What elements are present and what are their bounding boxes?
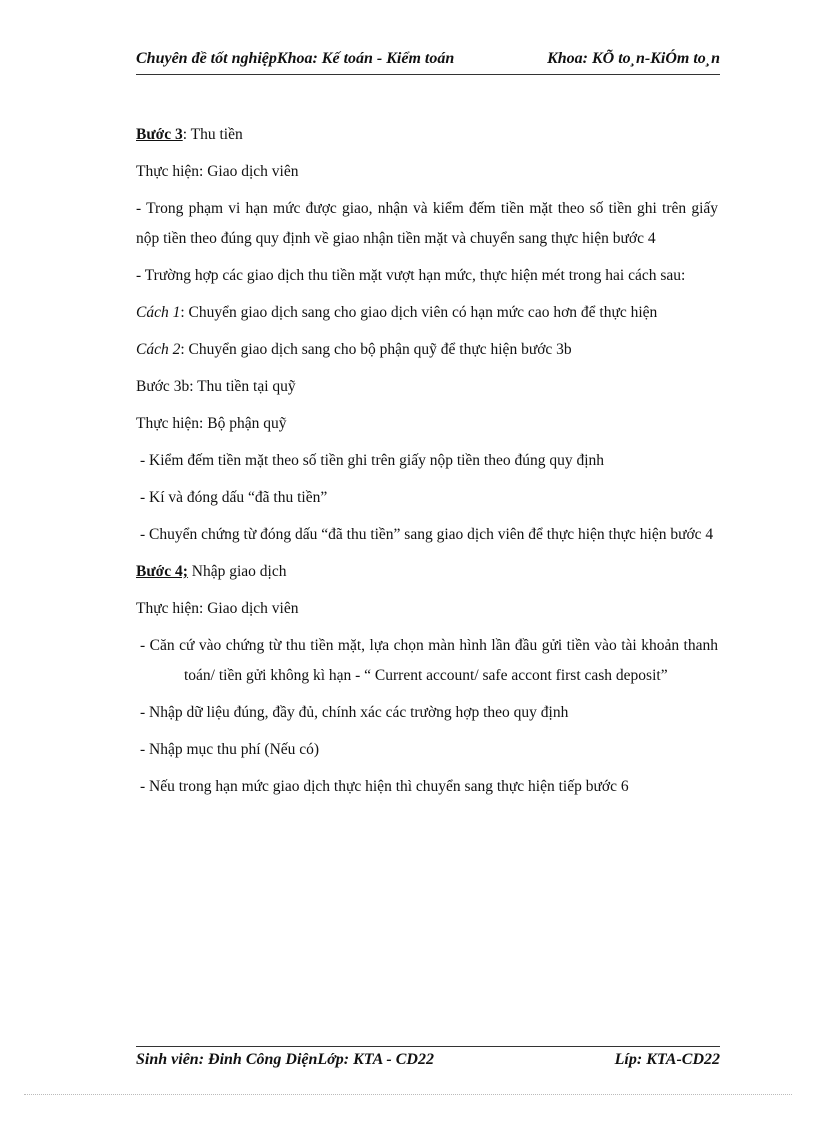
footer-right-text: Líp: KTA-CD22 (614, 1051, 720, 1068)
bullet-select-screen: - Căn cứ vào chứng từ thu tiền mặt, lựa chọn màn hình lần đầu gửi tiền vào tài khoản thanh toán/ tiền gửi không kì hạn - “ Current account/ safe accont first cash deposit” (140, 637, 718, 684)
paragraph-method-1 (136, 298, 718, 328)
step3-title: Bước 3 (136, 126, 183, 143)
footer-left-text: Sinh viên: Đinh Công DiệnLớp: KTA - CD22 (136, 1051, 434, 1068)
bullet-within-limit-step6: - Nếu trong hạn mức giao dịch thực hiện thì chuyển sang thực hiện tiếp bước 6 (140, 778, 629, 795)
paragraph-performer-1: Thực hiện: Giao dịch viên (136, 163, 299, 180)
step4-heading (136, 557, 718, 587)
page-header (136, 50, 720, 75)
method-2-text: : Chuyển giao dịch sang cho bộ phận quỹ để thực hiện bước 3b (180, 341, 572, 358)
method-2-label: Cách 2 (136, 341, 181, 358)
paragraph-method-2 (136, 335, 718, 365)
method-1-text: : Chuyển giao dịch sang cho giao dịch viên có hạn mức cao hơn để thực hiện (180, 304, 658, 321)
paragraph-within-limit: - Trong phạm vi hạn mức được giao, nhận và kiểm đếm tiền mặt theo số tiền ghi trên giấy nộp tiền theo đúng quy định về giao nhận tiền mặt và chuyển sang thực hiện bước 4 (136, 200, 718, 247)
bullet-transfer-voucher: - Chuyển chứng từ đóng dấu “đã thu tiền” sang giao dịch viên để thực hiện thực hiện bước 4 (140, 526, 714, 543)
step4-title: Bước 4; (136, 563, 188, 580)
document-body (136, 120, 718, 809)
paragraph-over-limit: - Trường hợp các giao dịch thu tiền mặt vượt hạn mức, thực hiện mét trong hai cách sau: (136, 267, 686, 284)
step3-rest: : Thu tiền (182, 126, 243, 143)
bullet-sign-stamp: - Kí và đóng dấu “đã thu tiền” (140, 489, 328, 506)
step4-rest: Nhập giao dịch (187, 563, 287, 580)
bullet-count-cash: - Kiểm đếm tiền mặt theo số tiền ghi trên giấy nộp tiền theo đúng quy định (140, 452, 605, 469)
header-right-text: Khoa: KÕ to¸n-KiÓm to¸n (547, 50, 720, 67)
page-bottom-edge (24, 1094, 792, 1095)
paragraph-step3b: Bước 3b: Thu tiền tại quỹ (136, 378, 296, 395)
paragraph-performer-3: Thực hiện: Giao dịch viên (136, 600, 299, 617)
paragraph-performer-2: Thực hiện: Bộ phận quỹ (136, 415, 287, 432)
header-left-text: Chuyên đề tốt nghiệpKhoa: Kế toán - Kiểm toán (136, 50, 455, 67)
page-footer (136, 1046, 720, 1075)
bullet-fees: - Nhập mục thu phí (Nếu có) (140, 741, 320, 758)
bullet-enter-data: - Nhập dữ liệu đúng, đầy đủ, chính xác các trường hợp theo quy định (140, 704, 569, 721)
method-1-label: Cách 1 (136, 304, 181, 321)
step3-heading (136, 120, 718, 150)
